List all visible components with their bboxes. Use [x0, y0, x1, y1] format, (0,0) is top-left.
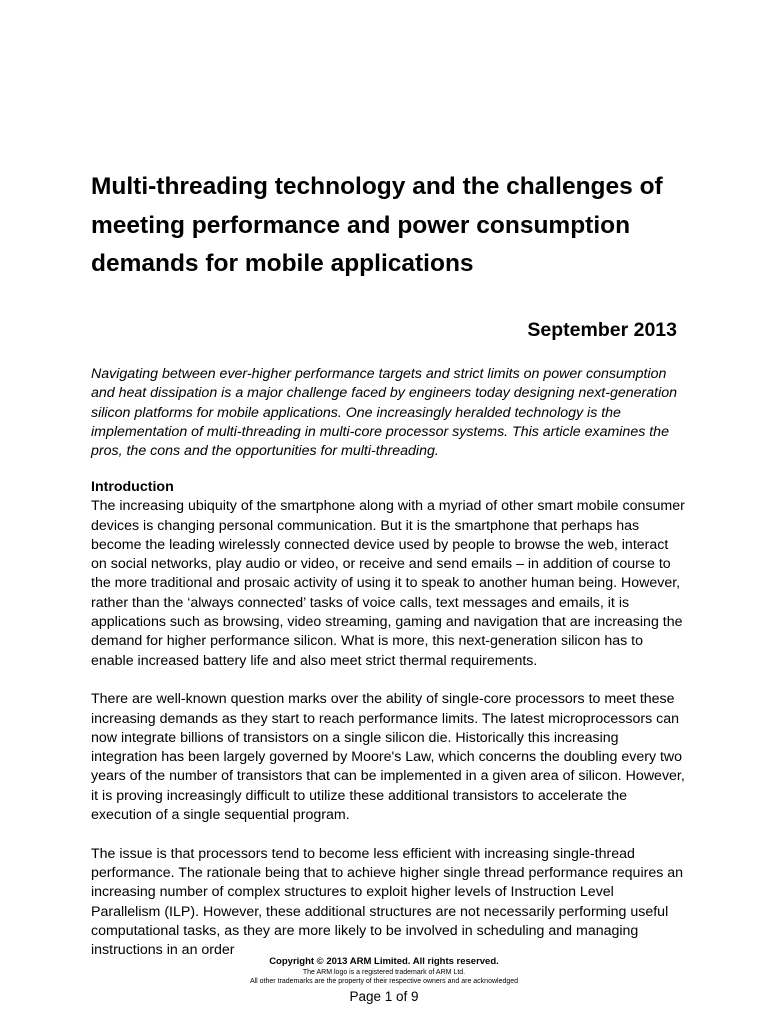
page-footer — [0, 956, 768, 1005]
copyright-notice: Copyright © 2013 ARM Limited. All rights reserved. — [269, 956, 499, 967]
body-paragraph-1: The increasing ubiquity of the smartphone along with a myriad of other smart mobile consumer devices is changing personal communication. But it is the smartphone that perhaps has become the leading wirelessly connected device used by people to browse the web, interact on social networks, play audio or video, or receive and send emails – in addition of course to the more traditional and prosaic activity of using it to speak to another human being. However, rather than the ‘always connected’ tasks of voice calls, text messages and emails, it is applications such as browsing, video streaming, gaming and navigation that are increasing the demand for higher performance silicon. What is more, this next-generation silicon has to enable increased battery life and also meet strict thermal requirements. — [91, 498, 685, 669]
body-section — [91, 478, 686, 980]
trademark-notice-line-1: The ARM logo is a registered trademark of ARM Ltd. — [302, 969, 466, 976]
body-paragraph-3: The issue is that processors tend to become less efficient with increasing single-thread performance. The rationale being that to achieve higher single thread performance requires an increasing number of complex structures to exploit higher levels of Instruction Level Parallelism (ILP). However, these additional structures are not necessarily performing useful computational tasks, as they are more likely to be involved in scheduling and managing instructions in an order — [91, 845, 684, 959]
document-title: Multi-threading technology and the challenges of meeting performance and power consumption demands for mobile applications — [91, 173, 663, 277]
document-date: September 2013 — [527, 319, 677, 341]
trademark-notice-line-2: All other trademarks are the property of their respective owners and are acknowledged — [249, 978, 519, 985]
page-number: Page 1 of 9 — [349, 989, 419, 1004]
abstract-paragraph: Navigating between ever-higher performance targets and strict limits on power consumption and heat dissipation is a major challenge faced by engineers today designing next-generation silicon platforms for mobile applications. One increasingly heralded technology is the implementation of multi-threading in multi-core processor systems. This article examines the pros, the cons and the opportunities for multi-threading. — [91, 366, 678, 460]
section-heading-introduction: Introduction — [91, 479, 174, 495]
body-paragraph-2: There are well-known question marks over the ability of single-core processors to meet these increasing demands as they start to reach performance limits. The latest microprocessors can now integrate billions of transistors on a single silicon die. Historically this increasing integration has been largely governed by Moore's Law, which concerns the doubling every two years of the number of transistors that can be implemented in a given area of silicon. However, it is proving increasingly difficult to utilize these additional transistors to accelerate the execution of a single sequential program. — [91, 691, 685, 824]
